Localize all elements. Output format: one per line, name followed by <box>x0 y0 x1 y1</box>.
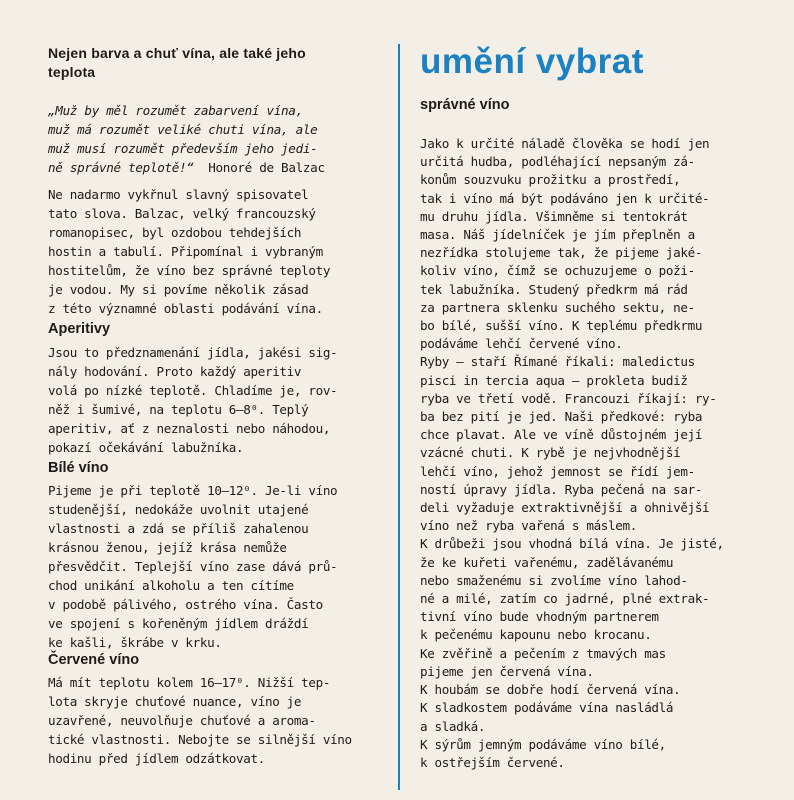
section-title-aperitivy: Aperitivy <box>48 321 111 337</box>
text-line: konům souzvuku prožitku a prostředí, <box>420 172 681 188</box>
text-line: za partnera sklenku suchého sektu, ne- <box>420 299 695 315</box>
quote-author: Honoré de Balzac <box>208 160 325 175</box>
text-line: K houbám se dobře hodí červená vína. <box>420 682 681 698</box>
text-line: K sýrům jemným podáváme víno bílé, <box>420 736 666 752</box>
quote-line-end: ně správné teplotě!“ <box>48 160 194 175</box>
text-line: hodinu před jídlem odzátkovat. <box>48 751 265 766</box>
text-line: hostin a tabulí. Připomínal i vybraným <box>48 244 323 259</box>
section-body-aperitivy <box>48 343 337 457</box>
text-line: bo bílé, sušší víno. K teplému předkrmu <box>420 318 703 334</box>
text-line: vzácné chuti. K rybě je nejvhodnější <box>420 445 681 461</box>
text-line: tato slova. Balzac, velký francouzský <box>48 206 316 221</box>
quote-line: muž musí rozumět především jeho jedi- <box>48 141 318 156</box>
text-line: tek labužníka. Studený předkrm má rád <box>420 281 688 297</box>
section-body-cervene-vino <box>48 673 352 768</box>
text-line: Má mít teplotu kolem 16—17⁰. Nižší tep- <box>48 675 331 690</box>
text-line: vlastnosti a zdá se příliš zahalenou <box>48 521 309 536</box>
text-line: romanopisec, byl ozdobou tehdejších <box>48 225 302 240</box>
text-line: že ke kuřeti vařenému, zadělávanému <box>420 554 674 570</box>
text-line: a sladká. <box>420 718 486 734</box>
text-line: pisci in tercia aqua — prokleta budiž <box>420 372 688 388</box>
text-line: přesvědčit. Teplejší víno zase dává prů- <box>48 559 338 574</box>
text-line: ností úpravy jídla. Ryba pečená na sar- <box>420 481 703 497</box>
text-line: Pijeme je při teplotě 10—12⁰. Je-li víno <box>48 483 338 498</box>
text-line: krásnou ženou, jejíž krása nemůže <box>48 540 287 555</box>
text-line: mu druhu jídla. Všimněme si tentokrát <box>420 208 688 224</box>
section-title-bile-vino: Bílé víno <box>48 460 109 476</box>
text-line: pijeme jen červená vína. <box>420 663 594 679</box>
text-line: deli vyžaduje extraktivnější a ohnivější <box>420 500 710 516</box>
text-line: je vodou. My si povíme několik zásad <box>48 282 309 297</box>
text-line: z této významné oblasti podávání vína. <box>48 301 323 316</box>
text-line: Ne nadarmo vykřnul slavný spisovatel <box>48 187 309 202</box>
text-line: nezřídka stolujeme tak, že pijeme jaké- <box>420 245 703 261</box>
text-line: Jako k určité náladě člověka se hodí jen <box>420 136 710 151</box>
intro-paragraph <box>48 185 330 318</box>
text-line: Ke zvěřině a pečením z tmavých mas <box>420 645 666 661</box>
text-line: podáváme lehčí červené víno. <box>420 336 623 352</box>
section-body-bile-vino <box>48 481 337 652</box>
balzac-quote <box>48 101 325 177</box>
text-line: K sladkostem podáváme vína nasládlá <box>420 700 674 716</box>
text-line: ba bez pití je jed. Naši předkové: ryba <box>420 409 703 425</box>
text-line: ve spojení s kořeněným jídlem dráždí <box>48 616 309 631</box>
text-line: uzavřené, neuvolňuje chuťové a aroma- <box>48 713 316 728</box>
text-line: pokazí očekávání labužníka. <box>48 440 244 455</box>
page-title: umění vybrat <box>420 42 644 81</box>
text-line: ke kašli, škrábe v krku. <box>48 635 222 650</box>
text-line: víno než ryba vařená s máslem. <box>420 518 637 534</box>
text-line: nály hodování. Proto každý aperitiv <box>48 364 302 379</box>
text-line: chod unikání alkoholu a ten cítíme <box>48 578 294 593</box>
text-line: ryba ve třetí vodě. Francouzi říkají: ry- <box>420 390 717 406</box>
text-line: K drůbeži jsou vhodná bílá vína. Je jisté, <box>420 536 724 552</box>
column-divider <box>398 44 400 790</box>
quote-line: muž má rozumět veliké chuti vína, ale <box>48 122 318 137</box>
text-line: v podobě pálivého, ostrého vína. Často <box>48 597 323 612</box>
text-line: koliv víno, čímž se ochuzujeme o poži- <box>420 263 695 279</box>
text-line: nebo smaženému si zvolíme víno lahod- <box>420 572 688 588</box>
heading-line: teplota <box>48 64 96 80</box>
text-line: masa. Náš jídelníček je jím přeplněn a <box>420 227 695 243</box>
article-heading <box>48 44 306 82</box>
text-line: chce plavat. Ale ve víně důstojném její <box>420 427 703 443</box>
text-line: aperitiv, ať z neznalosti nebo náhodou, <box>48 421 331 436</box>
text-line: volá po nízké teplotě. Chladíme je, rov- <box>48 383 338 398</box>
text-line: něž i šumivé, na teplotu 6—8⁰. Teplý <box>48 402 309 417</box>
text-line: tické vlastnosti. Nebojte se silnější víno <box>48 732 352 747</box>
quote-line <box>48 158 325 177</box>
text-line: lehčí víno, jehož jemnost se řídí jem- <box>420 463 695 479</box>
text-line: tak i víno má být podáváno jen k určité- <box>420 190 710 206</box>
text-line: tivní víno bude vhodným partnerem <box>420 609 659 625</box>
text-line: né a milé, zatím co jadrné, plné extrak- <box>420 591 710 607</box>
text-line: Ryby — staří Římané říkali: maledictus <box>420 354 695 370</box>
heading-line: Nejen barva a chuť vína, ale také jeho <box>48 45 306 61</box>
right-body <box>420 135 724 772</box>
text-line: k pečenému kapounu nebo krocanu. <box>420 627 652 643</box>
text-line: k ostřejším červené. <box>420 754 565 770</box>
right-subtitle: správné víno <box>420 97 510 113</box>
text-line: lota skryje chuťové nuance, víno je <box>48 694 302 709</box>
text-line: hostitelům, že víno bez správné teploty <box>48 263 331 278</box>
text-line: Jsou to předznamenání jídla, jakési sig- <box>48 345 338 360</box>
text-line: studenější, nedokáže uvolnit utajené <box>48 502 309 517</box>
section-title-cervene-vino: Červené víno <box>48 652 140 668</box>
quote-line: „Muž by měl rozumět zabarvení vína, <box>48 103 303 118</box>
text-line: určitá hudba, podléhající nepsaným zá- <box>420 154 695 170</box>
